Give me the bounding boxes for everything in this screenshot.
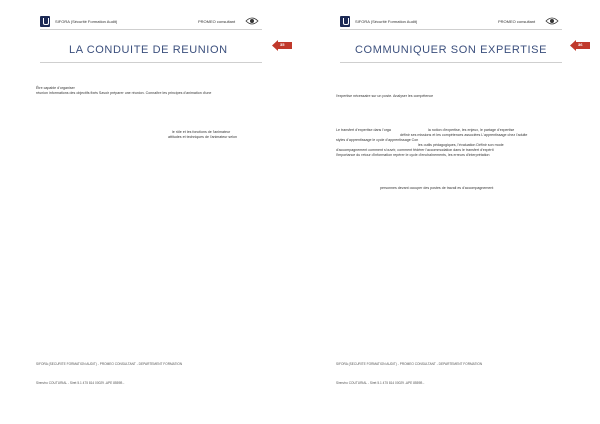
footer-line: Siren/no COUTURIAL - Siret 5.1 475 814 00029 -APE 8559B - xyxy=(336,381,425,385)
body-line: Être capable d'organiser xyxy=(36,86,75,90)
eye-icon xyxy=(245,16,259,26)
body-line: le rôle et les fonctions de l'animateur xyxy=(172,130,231,134)
footer-line: Siren/no COUTURIAL - Siret 5.1 475 814 00029 -APE 8559B - xyxy=(36,381,125,385)
body-line: d'accompagnement comment s'ouvrir, comment fédérer l'accommodation dans le transfert d'expérti xyxy=(336,148,494,152)
body-line: attitudes et techniques de l'animateur selon xyxy=(168,135,238,139)
document-page-right xyxy=(300,0,600,424)
page-number: 36 xyxy=(578,42,583,47)
title-rule xyxy=(340,62,562,63)
body-line: Le transfert d'expertise dans l'orga xyxy=(336,128,391,132)
body-line: styles d'apprentissage le cycle d'apprentissage Con xyxy=(336,138,419,142)
page-title: LA CONDUITE DE REUNION xyxy=(69,44,228,56)
header-rule xyxy=(40,29,262,30)
body-line: définir ses missions et les compétences associées L'apprentissage chez l'adulte xyxy=(400,133,528,137)
shield-logo-icon xyxy=(40,16,50,27)
page-number: 35 xyxy=(280,42,285,47)
header-org: SIFORA (Sécurité Formation Audit) xyxy=(55,19,118,24)
header-promo: PROMEO consultant xyxy=(198,19,236,24)
footer-line: SIFORA (SECURITE FORMATION AUDIT) - PROMEO CONSULTANT - DEPARTEMENT FORMATION xyxy=(36,362,183,366)
header-rule xyxy=(340,29,562,30)
page-title: COMMUNIQUER SON EXPERTISE xyxy=(355,44,548,56)
body-line: l'expertise nécessaire sur un poste. Analyser les compétence xyxy=(336,94,434,98)
body-line: personnes devant occuper des postes de travail es d'accompagnement xyxy=(380,186,494,190)
footer-line: SIFORA (SECURITE FORMATION AUDIT) - PROMEO CONSULTANT - DEPARTEMENT FORMATION xyxy=(336,362,483,366)
body-line: l'importance du retour d'information repérer le cycle d'enchaînements, les erreurs d'interprétation xyxy=(336,153,490,157)
shield-logo-icon xyxy=(340,16,350,27)
body-line: la notion d'expertise, les enjeux, le partage d'expertise xyxy=(428,128,515,132)
page-number-badge xyxy=(570,40,590,51)
eye-icon xyxy=(545,16,559,26)
header-org: SIFORA (Sécurité Formation Audit) xyxy=(355,19,418,24)
header-promo: PROMEO consultant xyxy=(498,19,536,24)
title-rule xyxy=(40,62,262,63)
page-number-badge xyxy=(272,40,292,51)
body-line: les outils pédagogiques, l'évaluation Définir son mode xyxy=(418,143,504,147)
body-line: réunion informations des objectifs fixés Savoir préparer une réunion. Connaître les principes d'animation d'une xyxy=(36,91,212,95)
